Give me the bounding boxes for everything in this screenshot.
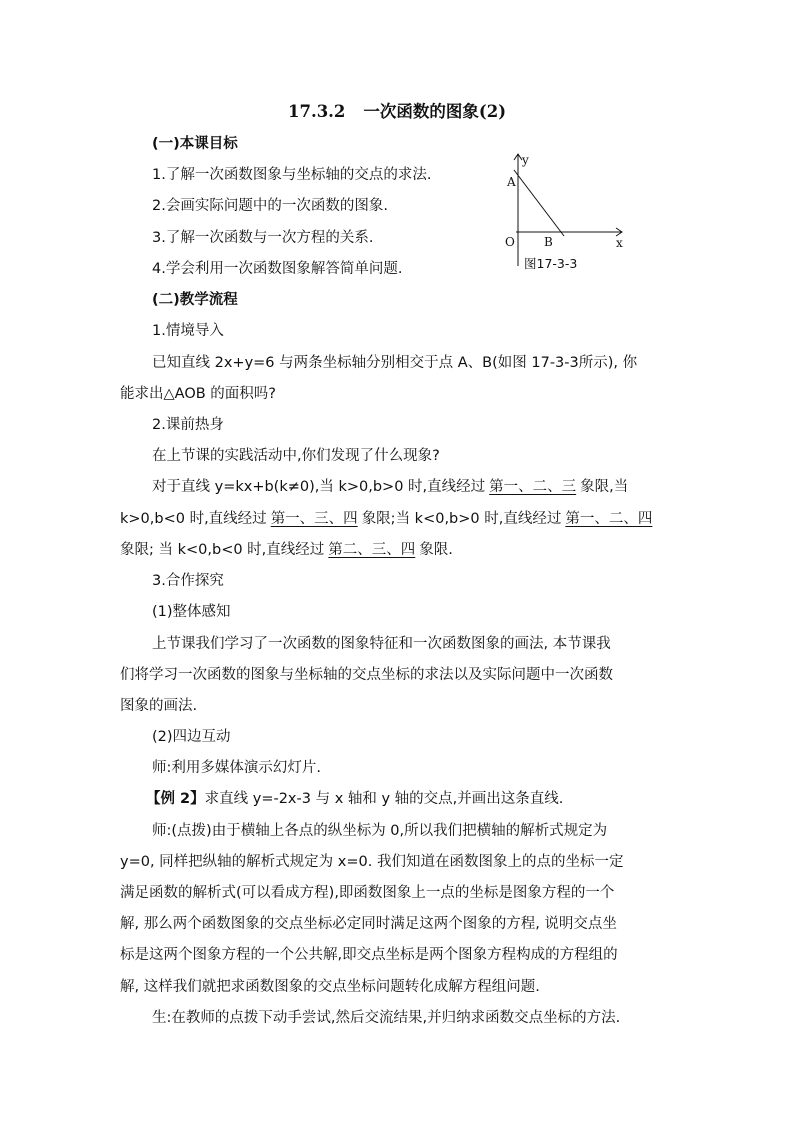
teacher-line-1: 师:利用多媒体演示幻灯片.	[152, 760, 321, 776]
s2-line-2-text-a: 对于直线 y=kx+b(k≠0),当 k>0,b>0 时,直线经过	[152, 479, 486, 495]
s2-line-2-text-b: 象限,当	[580, 479, 629, 495]
figure-caption: 图17-3-3	[524, 256, 578, 271]
answer-blank-4: 第二、三、四	[328, 542, 416, 558]
y-label: y	[522, 153, 529, 167]
section-2-title: 2.课前热身	[152, 417, 224, 433]
coordinate-figure	[496, 148, 636, 268]
page-title	[0, 98, 794, 122]
section-3-title: 3.合作探究	[152, 573, 224, 589]
example-label: 【例 2】	[146, 791, 205, 807]
s2-line-4-text-b: 象限.	[419, 542, 453, 558]
student-line: 生:在教师的点拨下动手尝试,然后交流结果,并归纳求函数交点坐标的方法.	[152, 1010, 621, 1026]
s2-line-2	[152, 477, 628, 497]
point-b-label: B	[544, 235, 553, 249]
answer-blank-1: 第一、二、三	[489, 479, 577, 495]
example-text: 求直线 y=-2x-3 与 x 轴和 y 轴的交点,并画出这条直线.	[204, 791, 564, 807]
point-a-label: A	[507, 175, 516, 189]
s2-line-4	[120, 540, 453, 560]
s2-line-3-text-a: k>0,b<0 时,直线经过	[120, 511, 267, 527]
example-2	[146, 789, 563, 809]
s3-para-1-line-2: 们将学习一次函数的图象与坐标轴的交点坐标的求法以及实际问题中一次函数	[120, 667, 613, 683]
s3-subheading-2: (2)四边互动	[152, 729, 231, 745]
s3-para-1-line-1: 上节课我们学习了一次函数的图象特征和一次函数图象的画法, 本节课我	[152, 636, 611, 652]
teacher-2-line-4: 解, 那么两个函数图象的交点坐标必定同时满足这两个图象的方程, 说明交点坐	[120, 916, 617, 932]
s1-line-2: 能求出△AOB 的面积吗?	[120, 386, 276, 402]
origin-label: O	[505, 235, 515, 249]
teacher-2-line-1: 师:(点拨)由于横轴上各点的纵坐标为 0,所以我们把横轴的解析式规定为	[152, 823, 608, 839]
line-ab	[514, 170, 564, 236]
answer-blank-2: 第一、三、四	[270, 511, 358, 527]
s3-subheading-1: (1)整体感知	[152, 604, 231, 620]
objective-item-4: 4.学会利用一次函数图象解答简单问题.	[152, 261, 403, 277]
objective-item-1: 1.了解一次函数图象与坐标轴的交点的求法.	[152, 167, 432, 183]
objective-item-2: 2.会画实际问题中的一次函数的图象.	[152, 198, 388, 214]
objectives-heading: (一)本课目标	[152, 136, 238, 152]
s2-line-3-text-b: 象限;当 k<0,b>0 时,直线经过	[361, 511, 562, 527]
teacher-2-line-2: y=0, 同样把纵轴的解析式规定为 x=0. 我们知道在函数图象上的点的坐标一定	[120, 854, 624, 870]
section-1-title: 1.情境导入	[152, 323, 224, 339]
answer-blank-3: 第一、二、四	[565, 511, 653, 527]
process-heading: (二)教学流程	[152, 292, 238, 308]
s3-para-1-line-3: 图象的画法.	[120, 698, 198, 714]
x-label: x	[616, 236, 623, 250]
section-name: 一次函数的图象(2)	[363, 102, 507, 121]
teacher-2-line-5: 标是这两个图象方程的一个公共解,即交点坐标是两个图象方程构成的方程组的	[120, 947, 618, 963]
teacher-2-line-3: 满足函数的解析式(可以看成方程),即函数图象上一点的坐标是图象方程的一个	[120, 885, 615, 901]
objective-item-3: 3.了解一次函数与一次方程的关系.	[152, 230, 374, 246]
section-number: 17.3.2	[287, 102, 346, 121]
s2-line-4-text-a: 象限; 当 k<0,b<0 时,直线经过	[120, 542, 325, 558]
s1-line-1: 已知直线 2x+y=6 与两条坐标轴分别相交于点 A、B(如图 17-3-3所示), 你	[152, 355, 638, 371]
teacher-2-line-6: 解, 这样我们就把求函数图象的交点坐标问题转化成解方程组问题.	[120, 979, 540, 995]
s2-line-1: 在上节课的实践活动中,你们发现了什么现象?	[152, 448, 440, 464]
s2-line-3	[120, 509, 656, 529]
